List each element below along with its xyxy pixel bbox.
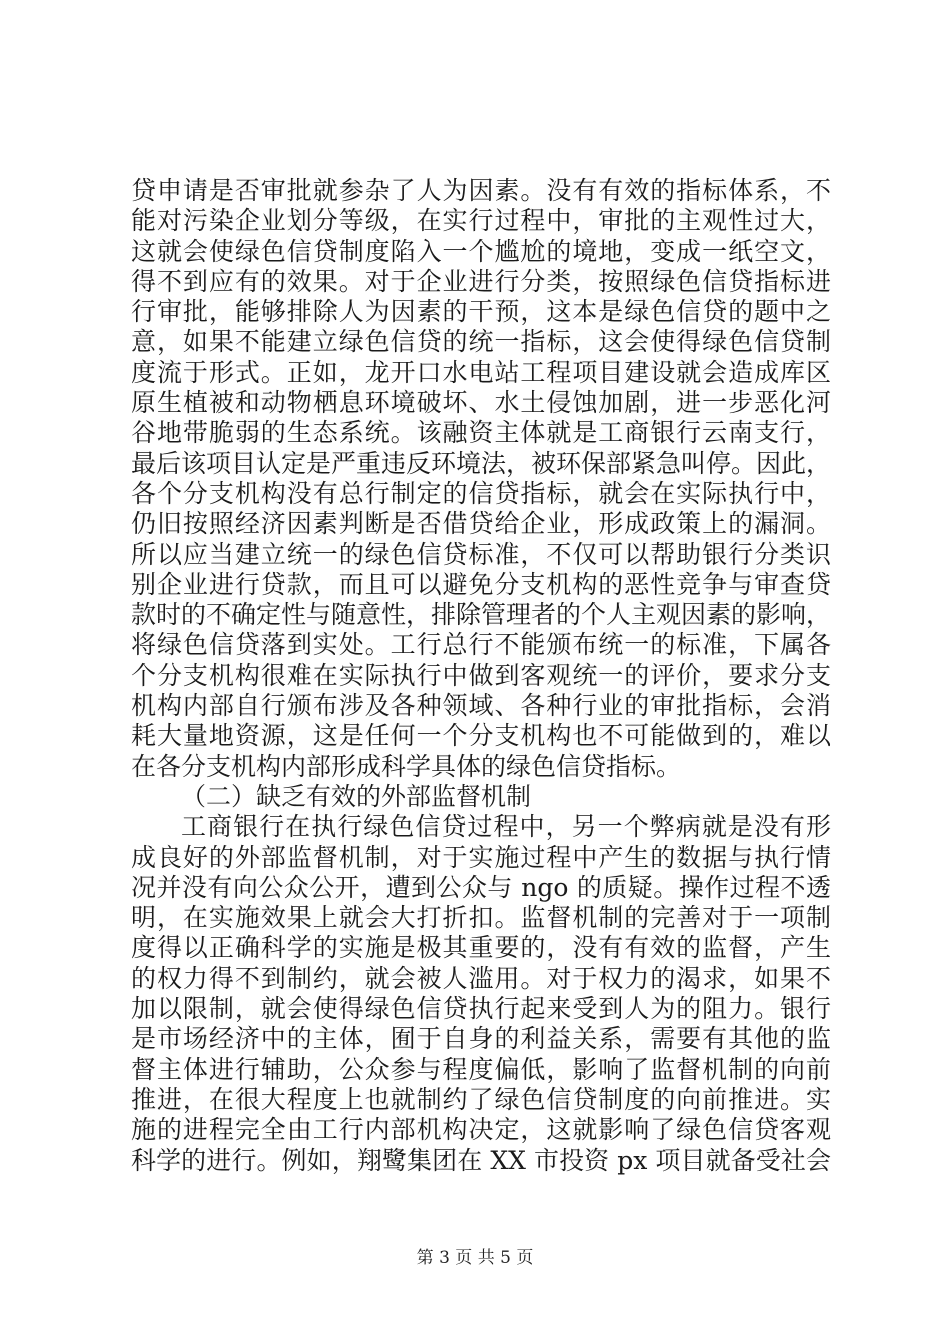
text-line: 耗大量地资源，这是任何一个分支机构也不可能做到的，难以 xyxy=(131,721,831,751)
text-line: 原生植被和动物栖息环境破坏、水土侵蚀加剧，进一步恶化河 xyxy=(131,388,831,418)
text-line: 况并没有向公众公开，遭到公众与 ngo 的质疑。操作过程不透 xyxy=(131,872,831,902)
text-line: 仍旧按照经济因素判断是否借贷给企业，形成政策上的漏洞。 xyxy=(131,509,831,539)
text-line: 能对污染企业划分等级，在实行过程中，审批的主观性过大， xyxy=(131,206,831,236)
text-line: 这就会使绿色信贷制度陷入一个尴尬的境地，变成一纸空文， xyxy=(131,236,831,266)
page-footer: 第 3 页 共 5 页 xyxy=(416,1248,534,1268)
section-heading: （二）缺乏有效的外部监督机制 xyxy=(181,781,532,811)
text-line: 加以限制，就会使得绿色信贷执行起来受到人为的阻力。银行 xyxy=(131,994,831,1024)
text-line: 机构内部自行颁布涉及各种领域、各种行业的审批指标，会消 xyxy=(131,691,831,721)
text-line: 度流于形式。正如，龙开口水电站工程项目建设就会造成库区 xyxy=(131,357,831,387)
text-line: 个分支机构很难在实际执行中做到客观统一的评价，要求分支 xyxy=(131,660,831,690)
text-line: 款时的不确定性与随意性，排除管理者的个人主观因素的影响， xyxy=(131,600,832,630)
text-line: 在各分支机构内部形成科学具体的绿色信贷指标。 xyxy=(131,751,682,781)
text-line: 得不到应有的效果。对于企业进行分类，按照绿色信贷指标进 xyxy=(131,266,831,296)
text-line: 将绿色信贷落到实处。工行总行不能颁布统一的标准，下属各 xyxy=(131,630,831,660)
text-line: 行审批，能够排除人为因素的干预，这本是绿色信贷的题中之 xyxy=(131,297,831,327)
body-text xyxy=(131,176,831,1176)
text-line: 科学的进行。例如，翔鹭集团在 XX 市投资 px 项目就备受社会 xyxy=(131,1145,831,1175)
text-line: 度得以正确科学的实施是极其重要的，没有有效的监督，产生 xyxy=(131,933,831,963)
text-line: 贷申请是否审批就参杂了人为因素。没有有效的指标体系，不 xyxy=(131,176,831,205)
text-line: 别企业进行贷款，而且可以避免分支机构的恶性竞争与审查贷 xyxy=(131,569,831,599)
text-line: 明，在实施效果上就会大打折扣。监督机制的完善对于一项制 xyxy=(131,903,831,933)
text-line: 施的进程完全由工行内部机构决定，这就影响了绿色信贷客观 xyxy=(131,1115,831,1145)
text-line: 谷地带脆弱的生态系统。该融资主体就是工商银行云南支行， xyxy=(131,418,831,448)
text-line: 成良好的外部监督机制，对于实施过程中产生的数据与执行情 xyxy=(131,842,831,872)
text-line: 所以应当建立统一的绿色信贷标准，不仅可以帮助银行分类识 xyxy=(131,539,831,569)
text-line: 是市场经济中的主体，囿于自身的利益关系，需要有其他的监 xyxy=(131,1024,831,1054)
text-line: 推进，在很大程度上也就制约了绿色信贷制度的向前推进。实 xyxy=(131,1084,831,1114)
text-line: 各个分支机构没有总行制定的信贷指标，就会在实际执行中， xyxy=(131,478,831,508)
text-line: 督主体进行辅助，公众参与程度偏低，影响了监督机制的向前 xyxy=(131,1054,831,1084)
text-line: 最后该项目认定是严重违反环境法，被环保部紧急叫停。因此， xyxy=(131,448,832,478)
text-line: 工商银行在执行绿色信贷过程中，另一个弊病就是没有形 xyxy=(181,812,831,842)
text-line: 的权力得不到制约，就会被人滥用。对于权力的渴求，如果不 xyxy=(131,963,831,993)
text-line: 意，如果不能建立绿色信贷的统一指标，这会使得绿色信贷制 xyxy=(131,327,831,357)
